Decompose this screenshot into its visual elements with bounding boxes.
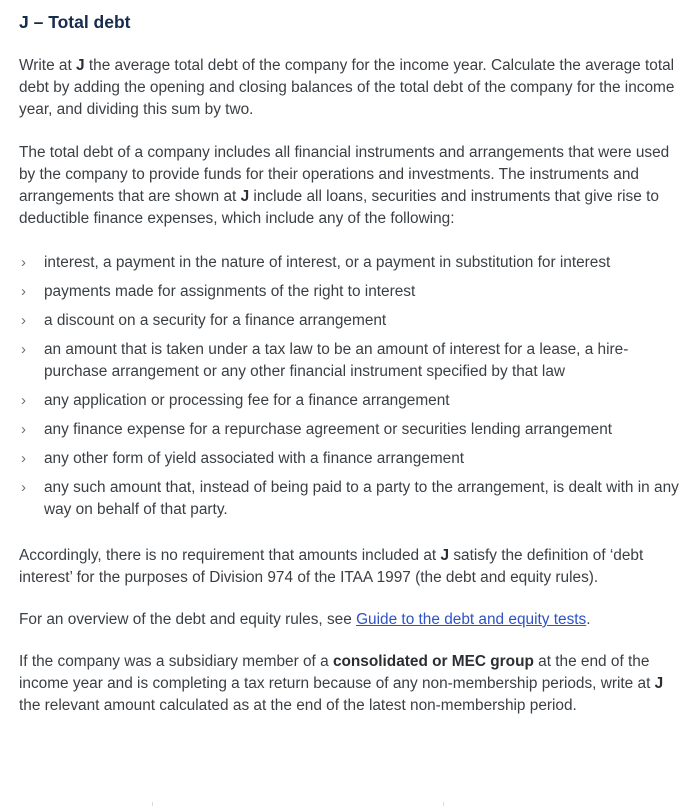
list-item: › any other form of yield associated with a finance arrangement bbox=[19, 448, 684, 470]
section-heading: J – Total debt bbox=[19, 12, 131, 32]
paragraph-subsidiary-member: If the company was a subsidiary member of a consolidated or MEC group at the end of the income year and is completing a tax return because of any non-membership periods, write at J the relevant amount calculated as at the end of the latest non-membership period. bbox=[19, 653, 664, 714]
chevron-right-icon: › bbox=[21, 283, 26, 300]
list-item: › interest, a payment in the nature of interest, or a payment in substitution for interest bbox=[19, 252, 684, 274]
debt-equity-guide-link[interactable]: Guide to the debt and equity tests bbox=[356, 611, 587, 628]
list-item: › payments made for assignments of the right to interest bbox=[19, 281, 684, 303]
table-border-fragment bbox=[0, 802, 695, 806]
list-item: › an amount that is taken under a tax law to be an amount of interest for a lease, a hire-purchase arrangement or any other financial instrument specified by that law bbox=[21, 341, 629, 380]
paragraph-debt-interest: Accordingly, there is no requirement that amounts included at J satisfy the definition of ‘debt interest’ for the purposes of Division 974 of the ITAA 1997 (the debt and equity rules). bbox=[19, 547, 644, 586]
content bbox=[19, 10, 684, 717]
consolidated-group-term: consolidated or MEC group bbox=[332, 653, 534, 670]
chevron-right-icon: › bbox=[21, 312, 26, 329]
chevron-right-icon: › bbox=[21, 341, 26, 358]
divider bbox=[443, 802, 444, 806]
finance-expense-list bbox=[19, 252, 684, 521]
list-item: › any such amount that, instead of being paid to a party to the arrangement, is dealt with in any way on behalf of that party. bbox=[21, 479, 679, 518]
label-j: J bbox=[654, 675, 664, 692]
chevron-right-icon: › bbox=[21, 254, 26, 271]
chevron-right-icon: › bbox=[21, 479, 26, 496]
label-j: J bbox=[240, 188, 250, 205]
label-j: J bbox=[76, 57, 85, 74]
chevron-right-icon: › bbox=[21, 421, 26, 438]
paragraph-overview: For an overview of the debt and equity rules, see Guide to the debt and equity tests. bbox=[19, 611, 591, 628]
paragraph-average-total-debt: Write at J the average total debt of the company for the income year. Calculate the average total debt by adding the opening and closing balances of the total debt of the company for the income year, and dividing this sum by two. bbox=[19, 57, 675, 118]
divider bbox=[152, 802, 153, 806]
list-item: › any finance expense for a repurchase agreement or securities lending arrangement bbox=[19, 419, 684, 441]
label-j: J bbox=[440, 547, 450, 564]
list-item: › a discount on a security for a finance arrangement bbox=[19, 310, 684, 332]
list-item: › any application or processing fee for a finance arrangement bbox=[19, 390, 684, 412]
paragraph-total-debt-definition: The total debt of a company includes all financial instruments and arrangements that were used by the company to provide funds for their operations and investments. The instruments and arrangements that are shown at J include all loans, securities and instruments that give rise to deductible finance expenses, which include any of the following: bbox=[19, 144, 670, 227]
chevron-right-icon: › bbox=[21, 450, 26, 467]
chevron-right-icon: › bbox=[21, 392, 26, 409]
